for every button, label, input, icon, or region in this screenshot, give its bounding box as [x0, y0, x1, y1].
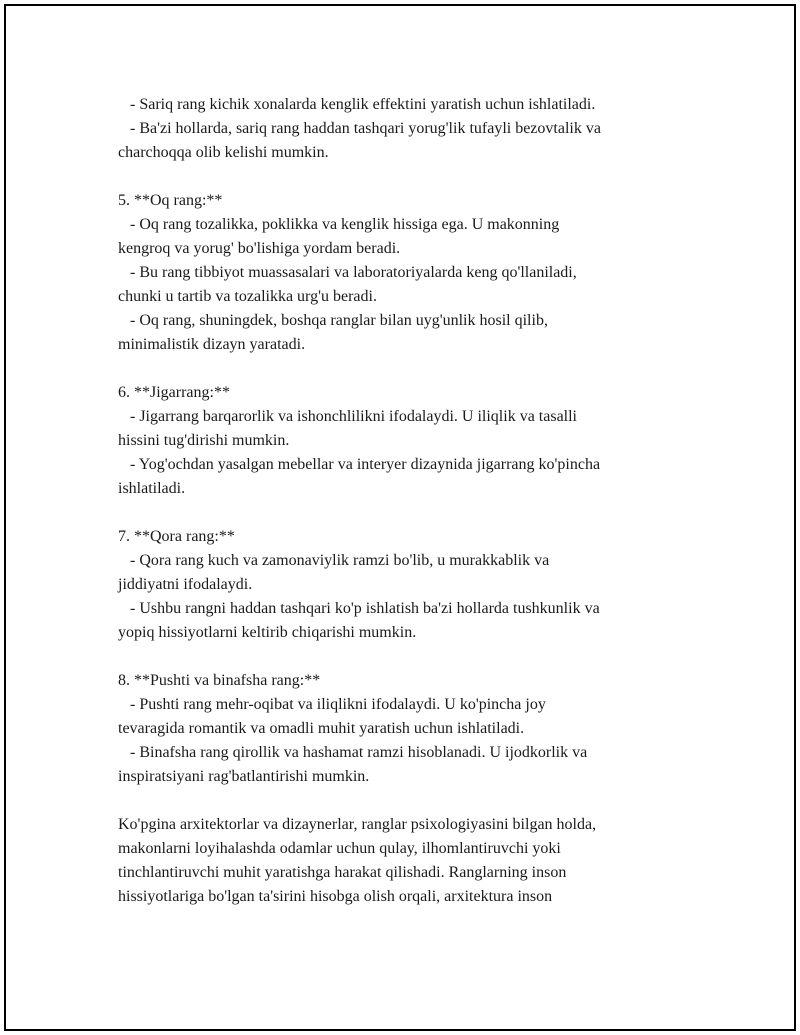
text-line: hissini tug'dirishi mumkin.	[118, 432, 290, 449]
text-line: - Bu rang tibbiyot muassasalari va laboratoriyalarda keng qo'llaniladi,	[118, 264, 577, 281]
text-line: chunki u tartib va tozalikka urg'u beradi.	[118, 288, 377, 305]
paragraph-gap	[118, 165, 708, 189]
paragraph-gap	[118, 501, 708, 525]
text-line: - Oq rang tozalikka, poklikka va kenglik hissiga ega. U makonning	[118, 216, 560, 233]
text-line: - Qora rang kuch va zamonaviylik ramzi bo'lib, u murakkablik va	[118, 552, 550, 569]
text-line: tinchlantiruvchi muhit yaratishga harakat qilishadi. Ranglarning inson	[118, 864, 567, 881]
text-line: inspiratsiyani rag'batlantirishi mumkin.	[118, 768, 370, 785]
text-line: hissiyotlariga bo'lgan ta'sirini hisobga olish orqali, arxitektura inson	[118, 888, 553, 905]
section-heading-7: 7. **Qora rang:**	[118, 528, 235, 545]
text-line: - Yog'ochdan yasalgan mebellar va interyer dizaynida jigarrang ko'pincha	[118, 456, 601, 473]
document-body	[118, 93, 708, 909]
text-line: makonlarni loyihalashda odamlar uchun qulay, ilhomlantiruvchi yoki	[118, 840, 561, 857]
paragraph-gap	[118, 357, 708, 381]
text-line: - Ushbu rangni haddan tashqari ko'p ishlatish ba'zi hollarda tushkunlik va	[118, 600, 600, 617]
text-line: ishlatiladi.	[118, 480, 186, 497]
text-line: - Oq rang, shuningdek, boshqa ranglar bilan uyg'unlik hosil qilib,	[118, 312, 548, 329]
text-line: yopiq hissiyotlarni keltirib chiqarishi mumkin.	[118, 624, 417, 641]
text-line: charchoqqa olib kelishi mumkin.	[118, 144, 329, 161]
text-line: kengroq va yorug' bo'lishiga yordam beradi.	[118, 240, 401, 257]
text-line: Ko'pgina arxitektorlar va dizaynerlar, ranglar psixologiyasini bilgan holda,	[118, 816, 597, 833]
section-heading-5: 5. **Oq rang:**	[118, 192, 223, 209]
text-line: - Sariq rang kichik xonalarda kenglik effektini yaratish uchun ishlatiladi.	[118, 96, 596, 113]
paragraph-gap	[118, 789, 708, 813]
section-heading-6: 6. **Jigarrang:**	[118, 384, 230, 401]
text-line: - Binafsha rang qirollik va hashamat ramzi hisoblanadi. U ijodkorlik va	[118, 744, 588, 761]
section-heading-8: 8. **Pushti va binafsha rang:**	[118, 672, 321, 689]
text-line: - Ba'zi hollarda, sariq rang haddan tashqari yorug'lik tufayli bezovtalik va	[118, 120, 601, 137]
text-line: tevaragida romantik va omadli muhit yaratish uchun ishlatiladi.	[118, 720, 525, 737]
text-line: - Jigarrang barqarorlik va ishonchlilikni ifodalaydi. U iliqlik va tasalli	[118, 408, 577, 425]
text-line: - Pushti rang mehr-oqibat va iliqlikni ifodalaydi. U ko'pincha joy	[118, 696, 546, 713]
text-line: jiddiyatni ifodalaydi.	[118, 576, 253, 593]
text-line: minimalistik dizayn yaratadi.	[118, 336, 306, 353]
paragraph-gap	[118, 645, 708, 669]
